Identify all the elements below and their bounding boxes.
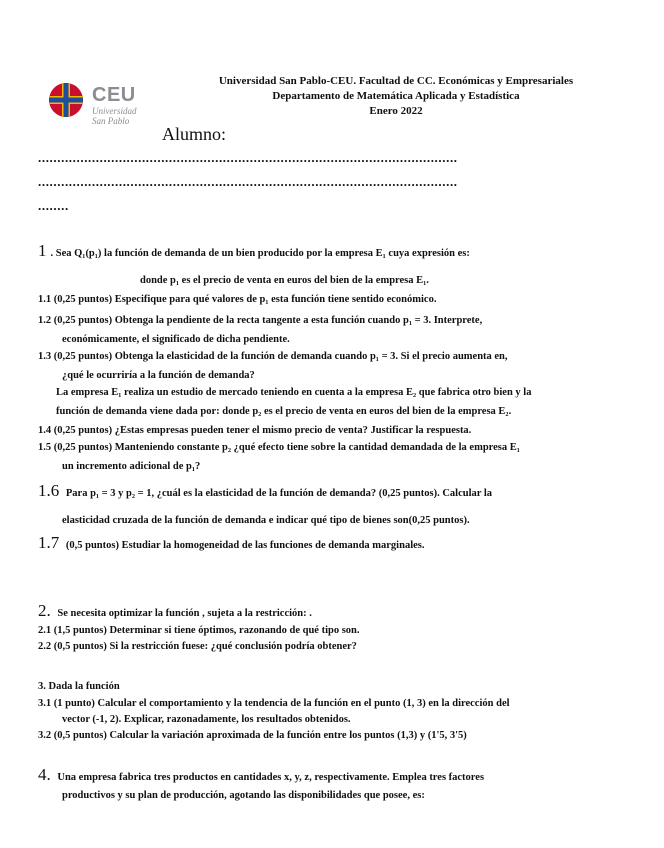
header-department: Departamento de Matemática Aplicada y Estadística — [272, 90, 520, 102]
q1-6-line1 — [38, 481, 628, 501]
q4-text: Una empresa fabrica tres productos en cantidades x, y, z, respectivamente. Emplea tres factores — [57, 772, 485, 783]
q4-line2: productivos y su plan de producción, agotando las disponibilidades que posee, es: — [62, 790, 425, 801]
q1-2-line2: económicamente, el significado de dicha pendiente. — [62, 334, 290, 345]
header-date: Enero 2022 — [369, 105, 423, 117]
exam-header — [176, 74, 616, 119]
q1-6-text: Para p₁ = 3 y p₂ = 1, ¿cuál es la elasticidad de la función de demanda? (0,25 puntos). Calcular la — [65, 488, 493, 499]
q1-3-line2: ¿qué le ocurriría a la función de demanda? — [62, 370, 255, 381]
q4-number: 4. — [38, 765, 51, 784]
q1-7-number: 1.7 — [38, 533, 60, 552]
q1-where: donde p₁ es el precio de venta en euros del bien de la empresa E₁. — [140, 275, 429, 286]
q1-5-line2: un incremento adicional de p₁? — [62, 461, 201, 472]
q1-2-line1: 1.2 (0,25 puntos) Obtenga la pendiente de la recta tangente a esta función cuando p₁ = 3. Interprete, — [38, 315, 483, 326]
q3-2: 3.2 (0,5 puntos) Calcular la variación aproximada de la función entre los puntos (1,3) y (1'5, 3'5) — [38, 730, 467, 741]
ceu-cross-icon — [48, 82, 84, 118]
student-name-field-line3[interactable]: ........ — [38, 198, 69, 213]
q1-7-text: (0,5 puntos) Estudiar la homogeneidad de las funciones de demanda marginales. — [65, 540, 425, 551]
ceu-logo — [48, 80, 168, 132]
q1-5-line1: 1.5 (0,25 puntos) Manteniendo constante p₂ ¿qué efecto tiene sobre la cantidad demandada de la empresa E₁ — [38, 442, 520, 453]
q1-3-line1: 1.3 (0,25 puntos) Obtenga la elasticidad de la función de demanda cuando p₁ = 3. Si el precio aumenta en, — [38, 351, 508, 362]
q1-intro-text: Sea Q₁(p₁) la función de demanda de un bien producido por la empresa E₁ cuya expresión es: — [55, 248, 470, 259]
q1-6-number: 1.6 — [38, 481, 60, 500]
q4-line1 — [38, 765, 628, 785]
q2-intro-text: Se necesita optimizar la función , sujeta a la restricción: . — [57, 608, 312, 619]
q1-6-line2: elasticidad cruzada de la función de demanda e indicar qué tipo de bienes son(0,25 puntos). — [62, 515, 470, 526]
q3-1-line1: 3.1 (1 punto) Calcular el comportamiento y la tendencia de la función en el punto (1, 3) en la dirección del — [38, 698, 510, 709]
q2-1: 2.1 (1,5 puntos) Determinar si tiene óptimos, razonando de qué tipo son. — [38, 625, 360, 636]
q1-1: 1.1 (0,25 puntos) Especifique para qué valores de p₁ esta función tiene sentido económico. — [38, 294, 437, 305]
student-label: Alumno: — [162, 124, 227, 144]
logo-brand: CEU — [92, 84, 136, 106]
q3-intro: 3. Dada la función — [38, 681, 120, 692]
logo-subtitle-line1: Universidad — [92, 106, 137, 116]
q2-number: 2. — [38, 601, 51, 620]
q1-intro: 1 . Sea Q₁(p₁) la función de demanda de un bien producido por la empresa E₁ cuya expresión es: — [38, 241, 470, 260]
q1-e2-line2: función de demanda viene dada por: donde p₂ es el precio de venta en euros del bien de la empresa E₂. — [56, 406, 512, 417]
q1-7 — [38, 533, 628, 553]
header-university: Universidad San Pablo-CEU. Facultad de CC. Económicas y Empresariales — [218, 75, 574, 87]
q1-4: 1.4 (0,25 puntos) ¿Estas empresas pueden tener el mismo precio de venta? Justificar la respuesta. — [38, 425, 472, 436]
q2-2: 2.2 (0,5 puntos) Si la restricción fuese: ¿qué conclusión podría obtener? — [38, 641, 357, 652]
logo-subtitle — [92, 106, 137, 126]
q3-1-line2: vector (-1, 2). Explicar, razonadamente, los resultados obtenidos. — [62, 714, 351, 725]
q1-e2-line1: La empresa E₁ realiza un estudio de mercado teniendo en cuenta a la empresa E₂ que fabrica otro bien y la — [56, 387, 532, 398]
q2-intro — [38, 601, 628, 621]
logo-subtitle-line2: San Pablo — [92, 116, 130, 126]
student-name-field-line1[interactable]: ............................................................................................................. — [38, 150, 458, 165]
student-name-field-line2[interactable]: ............................................................................................................. — [38, 174, 458, 189]
q1-number: 1 — [38, 241, 47, 260]
